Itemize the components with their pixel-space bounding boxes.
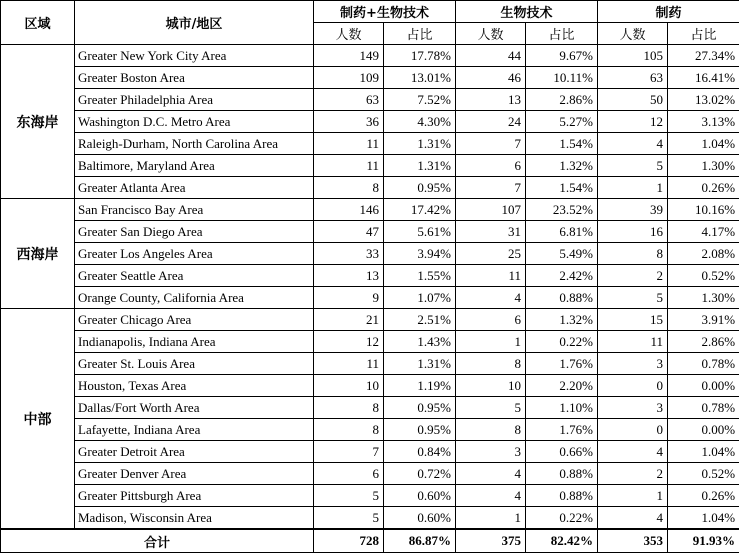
total-row (1, 529, 739, 553)
city-name: Greater Boston Area (75, 67, 314, 89)
pharma-count: 2 (598, 463, 668, 485)
header-city: 城市/地区 (75, 1, 314, 45)
header-count: 人数 (314, 23, 384, 45)
pharma-count: 63 (598, 67, 668, 89)
biotech-share: 1.10% (526, 397, 598, 419)
pharma-share: 13.02% (668, 89, 739, 111)
pharma-biotech-count: 6 (314, 463, 384, 485)
table-row (1, 199, 739, 221)
pharma-biotech-share: 1.55% (384, 265, 456, 287)
pharma-biotech-share: 0.95% (384, 419, 456, 441)
city-name: Greater St. Louis Area (75, 353, 314, 375)
pharma-count: 1 (598, 485, 668, 507)
city-name: Greater Chicago Area (75, 309, 314, 331)
pharma-biotech-count: 9 (314, 287, 384, 309)
city-name: Baltimore, Maryland Area (75, 155, 314, 177)
table-row (1, 331, 739, 353)
city-name: Greater Los Angeles Area (75, 243, 314, 265)
biotech-count: 6 (456, 309, 526, 331)
biotech-share: 5.27% (526, 111, 598, 133)
pharma-share: 0.52% (668, 265, 739, 287)
biotech-count: 24 (456, 111, 526, 133)
pharma-share: 1.04% (668, 133, 739, 155)
biotech-share: 23.52% (526, 199, 598, 221)
biotech-share: 9.67% (526, 45, 598, 67)
pharma-biotech-count: 7 (314, 441, 384, 463)
biotech-count: 10 (456, 375, 526, 397)
total-share: 91.93% (668, 529, 739, 553)
city-name: Indianapolis, Indiana Area (75, 331, 314, 353)
pharma-biotech-count: 11 (314, 133, 384, 155)
total-count: 728 (314, 529, 384, 553)
header-region: 区域 (1, 1, 75, 45)
pharma-count: 1 (598, 177, 668, 199)
pharma-biotech-count: 5 (314, 507, 384, 530)
pharma-share: 3.91% (668, 309, 739, 331)
table-row (1, 463, 739, 485)
biotech-count: 1 (456, 507, 526, 530)
pharma-biotech-share: 3.94% (384, 243, 456, 265)
biotech-count: 11 (456, 265, 526, 287)
table-row (1, 397, 739, 419)
biotech-count: 31 (456, 221, 526, 243)
pharma-biotech-count: 149 (314, 45, 384, 67)
biotech-share: 1.76% (526, 419, 598, 441)
biotech-count: 6 (456, 155, 526, 177)
pharma-share: 1.30% (668, 155, 739, 177)
table-row (1, 89, 739, 111)
total-share: 86.87% (384, 529, 456, 553)
pharma-biotech-count: 8 (314, 177, 384, 199)
city-name: Madison, Wisconsin Area (75, 507, 314, 530)
biotech-share: 10.11% (526, 67, 598, 89)
pharma-share: 1.30% (668, 287, 739, 309)
biotech-share: 2.86% (526, 89, 598, 111)
pharma-share: 0.78% (668, 353, 739, 375)
pharma-share: 10.16% (668, 199, 739, 221)
biotech-count: 8 (456, 419, 526, 441)
table-row (1, 177, 739, 199)
biotech-count: 5 (456, 397, 526, 419)
biotech-count: 3 (456, 441, 526, 463)
pharma-biotech-count: 36 (314, 111, 384, 133)
table-row (1, 419, 739, 441)
pharma-biotech-share: 0.95% (384, 397, 456, 419)
pharma-count: 0 (598, 419, 668, 441)
table-row (1, 243, 739, 265)
pharma-biotech-share: 0.95% (384, 177, 456, 199)
header-group-pharma-biotech: 制药+生物技术 (314, 1, 456, 23)
pharma-biotech-count: 109 (314, 67, 384, 89)
pharma-count: 12 (598, 111, 668, 133)
pharma-share: 16.41% (668, 67, 739, 89)
city-name: Greater Detroit Area (75, 441, 314, 463)
biotech-share: 2.42% (526, 265, 598, 287)
biotech-count: 46 (456, 67, 526, 89)
pharma-biotech-count: 146 (314, 199, 384, 221)
total-count: 353 (598, 529, 668, 553)
header-share: 占比 (526, 23, 598, 45)
pharma-biotech-count: 11 (314, 353, 384, 375)
pharma-count: 50 (598, 89, 668, 111)
biotech-share: 1.54% (526, 133, 598, 155)
city-name: Washington D.C. Metro Area (75, 111, 314, 133)
biotech-count: 1 (456, 331, 526, 353)
pharma-biotech-count: 12 (314, 331, 384, 353)
table-row (1, 507, 739, 530)
pharma-biotech-share: 5.61% (384, 221, 456, 243)
pharma-share: 0.00% (668, 419, 739, 441)
biotech-share: 1.76% (526, 353, 598, 375)
pharma-count: 5 (598, 155, 668, 177)
biotech-count: 4 (456, 287, 526, 309)
table-row (1, 441, 739, 463)
city-name: Greater Pittsburgh Area (75, 485, 314, 507)
pharma-biotech-share: 1.07% (384, 287, 456, 309)
table-row (1, 155, 739, 177)
pharma-biotech-share: 17.78% (384, 45, 456, 67)
table-row (1, 485, 739, 507)
pharma-biotech-count: 8 (314, 419, 384, 441)
table-row (1, 45, 739, 67)
pharma-count: 4 (598, 507, 668, 530)
table-body (1, 45, 739, 530)
pharma-share: 2.86% (668, 331, 739, 353)
pharma-share: 2.08% (668, 243, 739, 265)
pharma-biotech-count: 33 (314, 243, 384, 265)
biotech-count: 25 (456, 243, 526, 265)
table-row (1, 265, 739, 287)
biotech-count: 13 (456, 89, 526, 111)
pharma-biotech-share: 4.30% (384, 111, 456, 133)
city-name: Orange County, California Area (75, 287, 314, 309)
biotech-count: 8 (456, 353, 526, 375)
biotech-share: 0.22% (526, 331, 598, 353)
header-share: 占比 (668, 23, 739, 45)
header-row-1 (1, 1, 739, 23)
pharma-biotech-share: 1.31% (384, 353, 456, 375)
biotech-share: 6.81% (526, 221, 598, 243)
city-name: Greater Denver Area (75, 463, 314, 485)
pharma-share: 3.13% (668, 111, 739, 133)
pharma-share: 0.26% (668, 177, 739, 199)
pharma-biotech-share: 1.31% (384, 155, 456, 177)
pharma-biotech-share: 0.72% (384, 463, 456, 485)
region-label: 东海岸 (1, 45, 75, 199)
pharma-count: 39 (598, 199, 668, 221)
biotech-share: 0.66% (526, 441, 598, 463)
pharma-biotech-share: 7.52% (384, 89, 456, 111)
city-name: Greater San Diego Area (75, 221, 314, 243)
header-group-biotech: 生物技术 (456, 1, 598, 23)
pharma-count: 8 (598, 243, 668, 265)
pharma-biotech-count: 10 (314, 375, 384, 397)
pharma-share: 0.26% (668, 485, 739, 507)
header-group-pharma: 制药 (598, 1, 739, 23)
header-share: 占比 (384, 23, 456, 45)
pharma-biotech-share: 0.60% (384, 485, 456, 507)
biotech-share: 5.49% (526, 243, 598, 265)
city-name: Greater Atlanta Area (75, 177, 314, 199)
city-name: Dallas/Fort Worth Area (75, 397, 314, 419)
pharma-share: 27.34% (668, 45, 739, 67)
total-count: 375 (456, 529, 526, 553)
biotech-count: 7 (456, 177, 526, 199)
header-count: 人数 (598, 23, 668, 45)
biotech-share: 0.22% (526, 507, 598, 530)
pharma-count: 105 (598, 45, 668, 67)
header-count: 人数 (456, 23, 526, 45)
table-row (1, 221, 739, 243)
biotech-count: 4 (456, 463, 526, 485)
city-name: Greater Seattle Area (75, 265, 314, 287)
pharma-biotech-count: 21 (314, 309, 384, 331)
region-label: 中部 (1, 309, 75, 530)
city-name: San Francisco Bay Area (75, 199, 314, 221)
city-name: Houston, Texas Area (75, 375, 314, 397)
pharma-biotech-count: 11 (314, 155, 384, 177)
pharma-count: 15 (598, 309, 668, 331)
pharma-count: 2 (598, 265, 668, 287)
pharma-count: 16 (598, 221, 668, 243)
pharma-share: 1.04% (668, 441, 739, 463)
pharma-biotech-share: 1.19% (384, 375, 456, 397)
pharma-share: 0.52% (668, 463, 739, 485)
pharma-biotech-count: 63 (314, 89, 384, 111)
table-row (1, 309, 739, 331)
pharma-biotech-count: 5 (314, 485, 384, 507)
table-row (1, 287, 739, 309)
pharma-count: 4 (598, 441, 668, 463)
pharma-share: 1.04% (668, 507, 739, 530)
biotech-share: 1.54% (526, 177, 598, 199)
table-row (1, 67, 739, 89)
city-name: Raleigh-Durham, North Carolina Area (75, 133, 314, 155)
pharma-count: 5 (598, 287, 668, 309)
pharma-count: 3 (598, 397, 668, 419)
pharma-count: 11 (598, 331, 668, 353)
biotech-count: 7 (456, 133, 526, 155)
pharma-share: 0.78% (668, 397, 739, 419)
pharma-biotech-share: 0.84% (384, 441, 456, 463)
table-row (1, 111, 739, 133)
biotech-share: 0.88% (526, 287, 598, 309)
pharma-biotech-share: 1.43% (384, 331, 456, 353)
total-share: 82.42% (526, 529, 598, 553)
pharma-biotech-share: 13.01% (384, 67, 456, 89)
pharma-biotech-count: 47 (314, 221, 384, 243)
region-label: 西海岸 (1, 199, 75, 309)
biotech-share: 0.88% (526, 485, 598, 507)
biotech-share: 1.32% (526, 155, 598, 177)
pharma-biotech-share: 17.42% (384, 199, 456, 221)
pharma-biotech-count: 8 (314, 397, 384, 419)
biotech-count: 44 (456, 45, 526, 67)
pharma-count: 3 (598, 353, 668, 375)
biotech-share: 1.32% (526, 309, 598, 331)
city-name: Lafayette, Indiana Area (75, 419, 314, 441)
pharma-biotech-share: 2.51% (384, 309, 456, 331)
table-row (1, 375, 739, 397)
biotech-share: 0.88% (526, 463, 598, 485)
pharma-count: 4 (598, 133, 668, 155)
table-row (1, 353, 739, 375)
pharma-count: 0 (598, 375, 668, 397)
total-label: 合计 (1, 529, 314, 553)
biotech-share: 2.20% (526, 375, 598, 397)
city-name: Greater Philadelphia Area (75, 89, 314, 111)
pharma-biotech-share: 1.31% (384, 133, 456, 155)
pharma-biotech-count: 13 (314, 265, 384, 287)
city-name: Greater New York City Area (75, 45, 314, 67)
biotech-count: 4 (456, 485, 526, 507)
pharma-biotech-share: 0.60% (384, 507, 456, 530)
biotech-count: 107 (456, 199, 526, 221)
pharma-share: 0.00% (668, 375, 739, 397)
pharma-share: 4.17% (668, 221, 739, 243)
table-row (1, 133, 739, 155)
